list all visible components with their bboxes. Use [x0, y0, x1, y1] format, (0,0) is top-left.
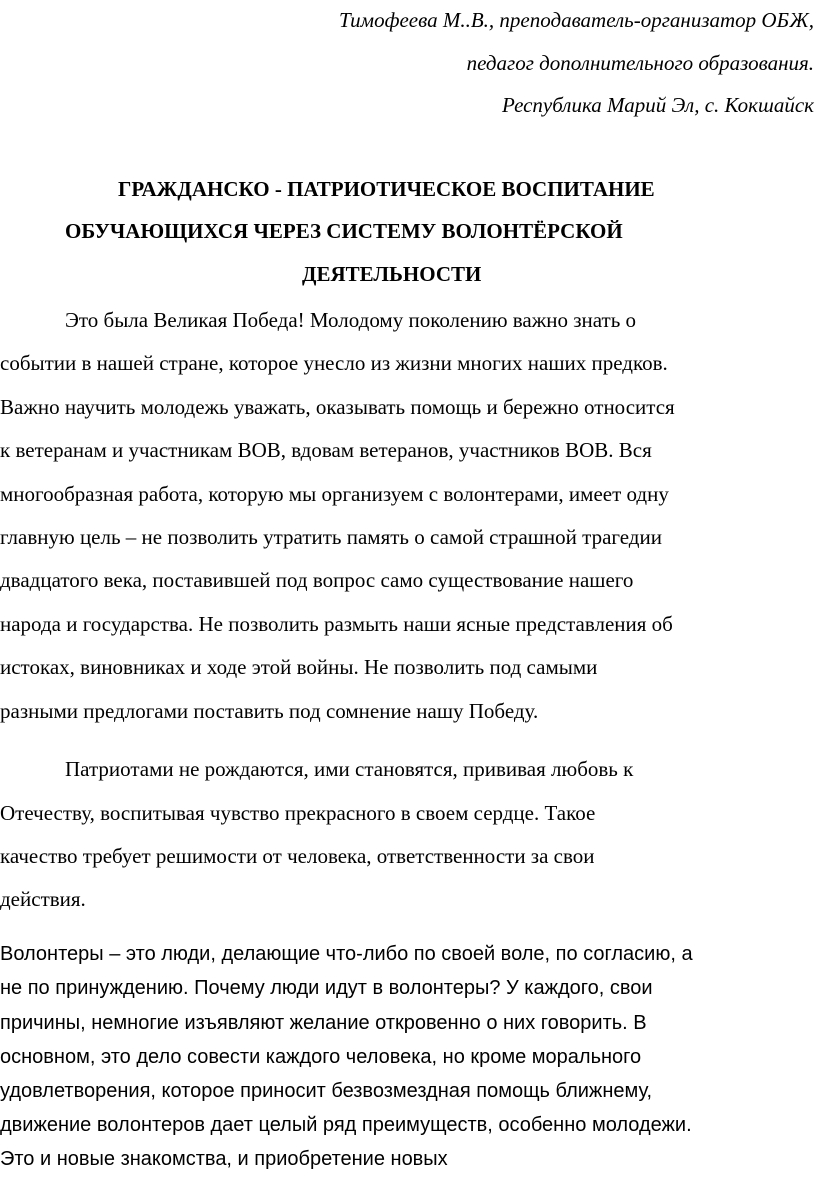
paragraph-2-line: Отечеству, воспитывая чувство прекрасного в своем сердце. Такое	[0, 801, 596, 825]
author-line-2: педагог дополнительного образования.	[466, 51, 814, 75]
paragraph-3-line: Волонтеры – это люди, делающие что-либо по своей воле, по согласию, а	[0, 943, 693, 965]
title-line-1: ГРАЖДАНСКО - ПАТРИОТИЧЕСКОЕ ВОСПИТАНИЕ	[118, 177, 655, 201]
paragraph-3-line: основном, это дело совести каждого человека, но кроме морального	[0, 1046, 642, 1068]
paragraph-3-line: причины, немногие изъявляют желание откровенно о них говорить. В	[0, 1012, 647, 1034]
title-line-2: ОБУЧАЮЩИХСЯ ЧЕРЕЗ СИСТЕМУ ВОЛОНТЁРСКОЙ	[65, 219, 623, 243]
paragraph-2-line: действия.	[0, 887, 86, 911]
paragraph-3-line: движение волонтеров дает целый ряд преимуществ, особенно молодежи.	[0, 1114, 692, 1136]
paragraph-1-line: истоках, виновниках и ходе этой войны. Не позволить под самыми	[0, 655, 598, 679]
paragraph-1-line: разными предлогами поставить под сомнение нашу Победу.	[0, 699, 539, 723]
paragraph-1-line: многообразная работа, которую мы организуем с волонтерами, имеет одну	[0, 482, 669, 506]
paragraph-3-line: удовлетворения, которое приносит безвозмездная помощь ближнему,	[0, 1080, 653, 1102]
paragraph-1-line: Важно научить молодежь уважать, оказывать помощь и бережно относится	[0, 395, 675, 419]
paragraph-1-line: к ветеранам и участникам ВОВ, вдовам ветеранов, участников ВОВ. Вся	[0, 438, 652, 462]
paragraph-3-line: Это и новые знакомства, и приобретение новых	[0, 1148, 448, 1170]
paragraph-3-line: не по принуждению. Почему люди идут в волонтеры? У каждого, свои	[0, 977, 653, 999]
paragraph-1-line: событии в нашей стране, которое унесло из жизни многих наших предков.	[0, 351, 668, 375]
paragraph-1-line: Это была Великая Победа! Молодому поколению важно знать о	[65, 308, 637, 332]
paragraph-1-line: главную цель – не позволить утратить память о самой страшной трагедии	[0, 525, 662, 549]
paragraph-1-line: двадцатого века, поставившей под вопрос само существование нашего	[0, 568, 634, 592]
paragraph-2-line: качество требует решимости от человека, ответственности за свои	[0, 844, 595, 868]
paragraph-1-line: народа и государства. Не позволить размыть наши ясные представления об	[0, 612, 673, 636]
title-line-3: ДЕЯТЕЛЬНОСТИ	[302, 262, 482, 286]
author-line-1: Тимофеева М..В., преподаватель-организатор ОБЖ,	[338, 8, 814, 32]
author-line-3: Республика Марий Эл, с. Кокшайск	[502, 93, 814, 117]
paragraph-2-line: Патриотами не рождаются, ими становятся, прививая любовь к	[65, 757, 634, 781]
